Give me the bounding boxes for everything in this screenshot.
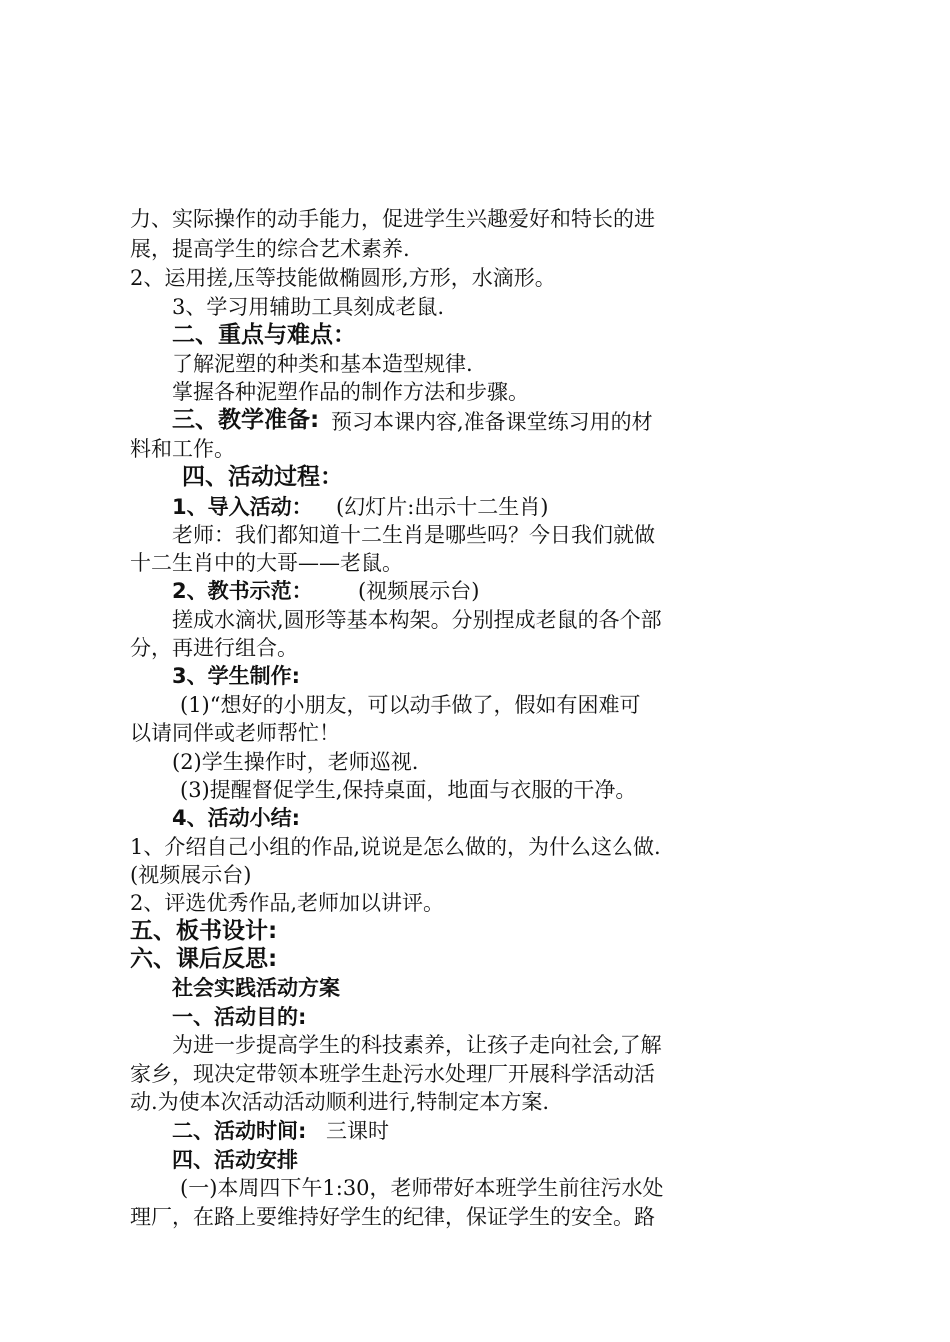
section-heading-purpose: 一、活动目的: xyxy=(172,1005,307,1029)
body-text-line: 力、实际操作的动手能力，促进学生兴趣爱好和特长的进 xyxy=(130,207,655,231)
body-text-line: 预习本课内容,准备课堂练习用的材 xyxy=(331,410,653,434)
body-text-line: 家乡，现决定带领本班学生赴污水处理厂开展科学活动活 xyxy=(130,1062,655,1086)
body-text-line: 搓成水滴状,圆形等基本构架。分别捏成老鼠的各个部 xyxy=(172,608,662,632)
body-text-line: (3)提醒督促学生,保持桌面，地面与衣服的干净。 xyxy=(180,778,637,802)
section-heading-activity-process: 四、活动过程： xyxy=(182,464,343,490)
section-heading-arrangement: 四、活动安排 xyxy=(172,1148,298,1172)
body-text-line: 料和工作。 xyxy=(130,437,235,461)
list-item: 2、运用搓,压等技能做椭圆形,方形，水滴形。 xyxy=(130,266,556,290)
body-text-line: 老师：我们都知道十二生肖是哪些吗？今日我们就做 xyxy=(172,523,655,547)
body-text-line: 理厂，在路上要维持好学生的纪律，保证学生的安全。路 xyxy=(130,1205,655,1229)
list-item: 1、介绍自己小组的作品,说说是怎么做的，为什么这么做. xyxy=(130,835,661,859)
subheading-summary: 4、活动小结: xyxy=(172,806,301,830)
section-heading-key-points: 二、重点与难点： xyxy=(172,322,356,348)
body-text-line: (视频展示台) xyxy=(358,579,480,603)
body-text-line: (幻灯片:出示十二生肖) xyxy=(336,495,549,519)
list-item: 3、学习用辅助工具刻成老鼠. xyxy=(172,295,445,319)
body-text-line: (视频展示台) xyxy=(130,863,252,887)
body-text-line: 十二生肖中的大哥——老鼠。 xyxy=(130,551,403,575)
body-text-line: 展，提高学生的综合艺术素养. xyxy=(130,237,410,261)
section-heading-reflection: 六、课后反思: xyxy=(130,946,278,972)
body-text-line: 动.为使本次活动活动顺利进行,特制定本方案. xyxy=(130,1090,550,1114)
body-text-line: 三课时 xyxy=(326,1119,389,1143)
body-text-line: 分，再进行组合。 xyxy=(130,636,298,660)
body-text-line: 为进一步提高学生的科技素养，让孩子走向社会,了解 xyxy=(172,1033,662,1057)
subheading-intro-activity: 1、导入活动： xyxy=(172,495,313,519)
section-heading-board-design: 五、板书设计: xyxy=(130,918,278,944)
subheading-demonstration: 2、教书示范： xyxy=(172,579,313,603)
body-text-line: 掌握各种泥塑作品的制作方法和步骤。 xyxy=(172,380,529,404)
body-text-line: (1)“想好的小朋友，可以动手做了，假如有困难可 xyxy=(180,693,641,717)
body-text-line: 以请同伴或老师帮忙！ xyxy=(130,721,340,745)
body-text-line: (2)学生操作时，老师巡视. xyxy=(172,750,419,774)
subheading-student-making: 3、学生制作: xyxy=(172,664,301,688)
body-text-line: 了解泥塑的种类和基本造型规律. xyxy=(172,352,473,376)
section-heading-time: 二、活动时间: xyxy=(172,1119,307,1143)
section-heading-preparation: 三、教学准备: xyxy=(172,407,320,433)
list-item: 2、评选优秀作品,老师加以讲评。 xyxy=(130,891,445,915)
body-text-line: (一)本周四下午1:30，老师带好本班学生前往污水处 xyxy=(180,1176,664,1200)
document-title-plan: 社会实践活动方案 xyxy=(172,976,340,1000)
